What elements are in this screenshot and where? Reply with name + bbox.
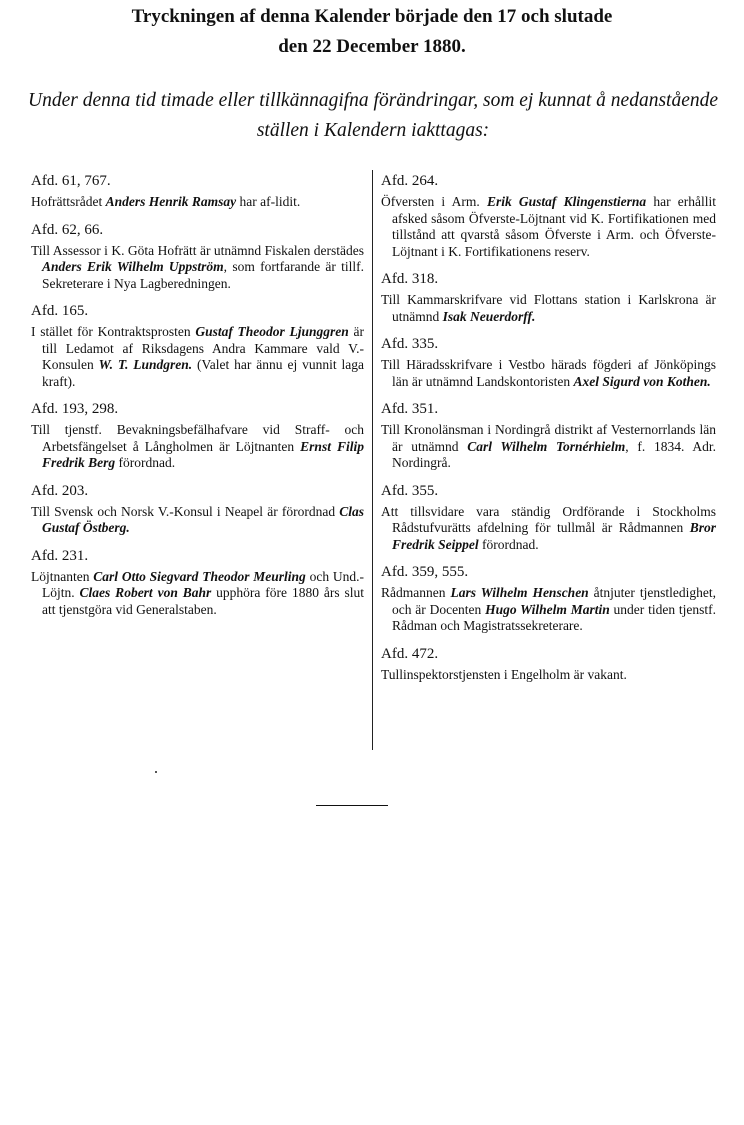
section-reference: Afd. 231.	[31, 547, 89, 564]
entry-text	[381, 504, 716, 554]
entry-text	[31, 194, 364, 211]
entry	[31, 219, 364, 293]
text-segment: Rådmannen	[381, 585, 451, 600]
person-name: Claes Robert von Bahr	[79, 585, 212, 600]
text-segment: är till Ledamot af Riksdagens Andra Kammare vald V.-Konsulen	[42, 324, 364, 372]
text-segment: förordnad.	[115, 455, 176, 470]
text-segment: Öfversten i Arm.	[381, 194, 487, 209]
column-divider	[372, 170, 373, 750]
section-reference: Afd. 62, 66.	[31, 221, 104, 238]
entry	[31, 398, 364, 472]
text-segment: Till Häradsskrifvare i Vestbo härads fögderi af Jönköpings län är utnämnd Landskontoristen	[381, 357, 716, 389]
person-name: Anders Erik Wilhelm Uppström	[42, 259, 224, 274]
text-segment: Till tjenstf. Bevakningsbefälhafvare vid Straff- och Arbetsfängelset å Långholmen är Löjtnanten	[31, 422, 364, 454]
text-segment: Hofrättsrådet	[31, 194, 106, 209]
stray-mark	[155, 771, 157, 773]
entry	[31, 480, 364, 537]
text-segment: Till Kronolänsman i Nordingrå distrikt af Vesternorrlands län är utnämnd	[381, 422, 716, 454]
person-name: Erik Gustaf Klingenstierna	[486, 194, 647, 209]
person-name: Lars Wilhelm Henschen	[450, 585, 589, 600]
text-segment: I stället för Kontraktsprosten	[31, 324, 196, 339]
left-column	[31, 170, 364, 626]
entry	[381, 268, 716, 325]
text-segment: Till Svensk och Norsk V.-Konsul i Neapel är förordnad	[31, 503, 340, 519]
text-segment: Till Kammarskrifvare vid Flottans station i Karlskrona är utnämnd	[381, 292, 716, 324]
text-segment: Att tillsvidare vara ständig Ordförande i Stockholms Rådstufvurätts afdelning för tullmål är Rådmannen	[381, 503, 716, 535]
section-reference: Afd. 355.	[381, 482, 439, 499]
text-segment: (Valet har ännu ej vunnit laga kraft).	[42, 357, 364, 389]
text-segment: och Und.-Löjtn.	[42, 568, 364, 600]
text-segment: upphöra före 1880 års slut att tjenstgöra vid Generalstaben.	[42, 585, 364, 617]
intro-text: Under denna tid timade eller tillkännagifna förändringar, som ej kunnat å nedanstående ställen i Kalendern iakttagas:	[28, 90, 719, 141]
entry	[381, 643, 716, 684]
text-segment: , f. 1834. Adr. Nordingrå.	[392, 438, 716, 470]
person-name: Isak Neuerdorff.	[442, 308, 536, 324]
entry	[31, 170, 364, 211]
person-name: Ernst Filip Fredrik Berg	[42, 438, 364, 470]
entry	[381, 398, 716, 472]
section-reference: Afd. 318.	[381, 271, 439, 287]
entry-text	[31, 422, 364, 472]
person-name: Carl Otto Siegvard Theodor Meurling	[93, 568, 306, 584]
text-segment: under tiden tjenstf. Rådman och Magistratssekreterare.	[392, 601, 716, 633]
person-name: Carl Wilhelm Tornérhielm	[467, 438, 626, 454]
text-segment: har erhållit afsked såsom Öfverste-Löjtnant vid K. Fortifikationen med tillstånd att qvarstå såsom Öfverste i Arm. och Öfverste-Löjtnant i K. Fortifikationens reserv.	[392, 194, 716, 259]
section-reference: Afd. 165.	[31, 303, 89, 319]
person-name: Anders Henrik Ramsay	[105, 194, 237, 209]
entry-text	[31, 569, 364, 619]
entry-text	[381, 422, 716, 472]
right-column	[381, 170, 716, 691]
section-reference: Afd. 61, 767.	[31, 173, 111, 189]
section-reference: Afd. 351.	[381, 401, 439, 417]
entry-text	[31, 243, 364, 293]
section-reference: Afd. 335.	[381, 336, 439, 352]
entry	[31, 545, 364, 619]
person-name: Gustaf Theodor Ljunggren	[195, 324, 349, 339]
entry-text	[31, 324, 364, 390]
text-segment: Löjtnanten	[31, 568, 94, 584]
entry-text	[381, 292, 716, 325]
text-segment: Till Assessor i K. Göta Hofrätt är utnämnd Fiskalen derstädes	[31, 242, 364, 258]
entry-text	[381, 585, 716, 635]
entry	[381, 170, 716, 260]
person-name: Axel Sigurd von Kothen.	[573, 373, 711, 389]
text-segment: Tullinspektorstjensten i Engelholm är vakant.	[381, 666, 627, 682]
person-name: W. T. Lundgren.	[98, 357, 193, 372]
person-name: Clas Gustaf Östberg.	[42, 503, 364, 535]
section-reference: Afd. 193, 298.	[31, 401, 119, 417]
entry	[31, 300, 364, 390]
closing-rule	[316, 805, 388, 806]
section-reference: Afd. 203.	[31, 482, 89, 499]
entry	[381, 333, 716, 390]
entry-text	[31, 504, 364, 537]
entry-text	[381, 667, 716, 684]
section-reference: Afd. 264.	[381, 173, 439, 189]
section-reference: Afd. 359, 555.	[381, 564, 469, 580]
text-segment: åtnjuter tjenstledighet, och är Docenten	[392, 585, 716, 617]
person-name: Bror Fredrik Seippel	[392, 520, 716, 552]
text-segment: , som fortfarande är tillf. Sekreterare i Nya Lagberedningen.	[42, 259, 364, 291]
heading-line-1: Tryckningen af denna Kalender började den 17 och slutade	[131, 6, 613, 27]
entry-text	[381, 357, 716, 390]
entry	[381, 480, 716, 554]
entry	[381, 561, 716, 635]
entry-text	[381, 194, 716, 260]
person-name: Hugo Wilhelm Martin	[485, 601, 610, 617]
text-segment: har af-lidit.	[236, 194, 301, 209]
heading-line-2: den 22 December 1880.	[278, 36, 466, 57]
section-reference: Afd. 472.	[381, 645, 439, 662]
text-segment: förordnad.	[478, 536, 539, 552]
